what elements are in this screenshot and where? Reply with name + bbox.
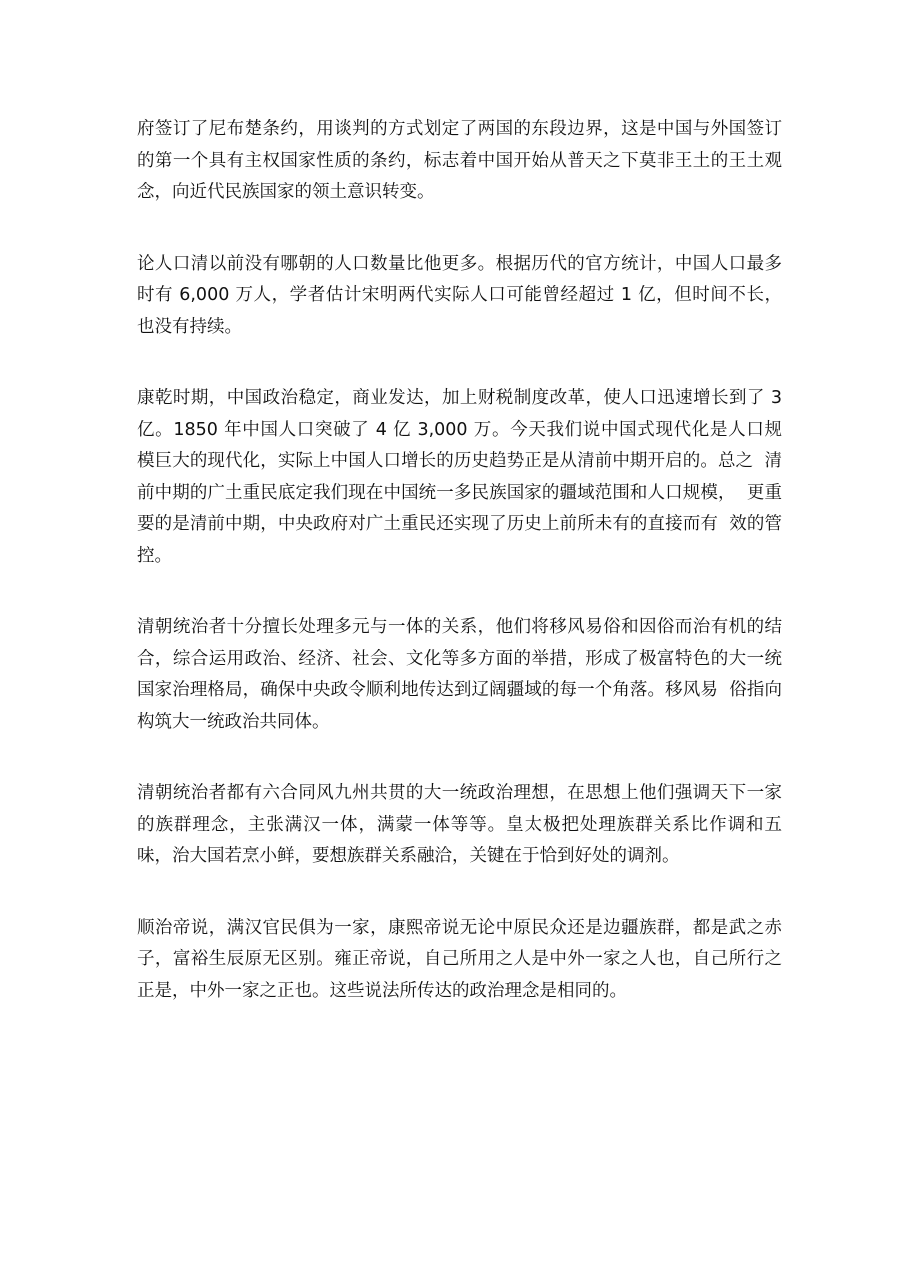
paragraph-1: 府签订了尼布楚条约，用谈判的方式划定了两国的东段边界，这是中国与外国签订的第一个具有主权国家性质的条约，标志着中国开始从普天之下莫非王土的王土观念，向近代民族国家的领土意识转变。 [137,119,782,202]
document-body [137,114,794,1007]
paragraph-5: 清朝统治者都有六合同风九州共贯的大一统政治理想，在思想上他们强调天下一家的族群理念，主张满汉一体，满蒙一体等等。皇太极把处理族群关系比作调和五味，治大国若烹小鲜，要想族群关系融洽，关键在于恰到好处的调剂。 [137,783,782,866]
paragraph-3: 康乾时期，中国政治稳定，商业发达，加上财税制度改革，使人口迅速增长到了 3 亿。1850 年中国人口突破了 4 亿 3,000 万。今天我们说中国式现代化是人口规 模巨大的现代化，实际上中国人口增长的历史趋势正是从清前中期开启的。总之 清前中期的广土重民底定我们现在中国统一多民族国家的疆域范围和人口规模， 更重要的是清前中期，中央政府对广土重民还实现了历史上前所未有的直接而有 效的管控。 [137,388,794,566]
paragraph-6: 顺治帝说，满汉官民俱为一家，康熙帝说无论中原民众还是边疆族群，都是武之赤子，富裕生辰原无区别。雍正帝说，自己所用之人是中外一家之人也，自己所行之正是，中外一家之正也。这些说法所传达的政治理念是相同的。 [137,917,782,1001]
paragraph-4: 清朝统治者十分擅长处理多元与一体的关系，他们将移风易俗和因俗而治有机的结合，综合运用政治、经济、社会、文化等多方面的举措，形成了极富特色的大一统国家治理格局，确保中央政令顺利地传达到辽阔疆域的每一个角落。移风易 俗指向构筑大一统政治共同体。 [137,617,782,732]
paragraph-2: 论人口清以前没有哪朝的人口数量比他更多。根据历代的官方统计，中国人口最多时有 6,000 万人，学者估计宋明两代实际人口可能曾经超过 1 亿，但时间不长， 也没有持续。 [137,253,794,337]
